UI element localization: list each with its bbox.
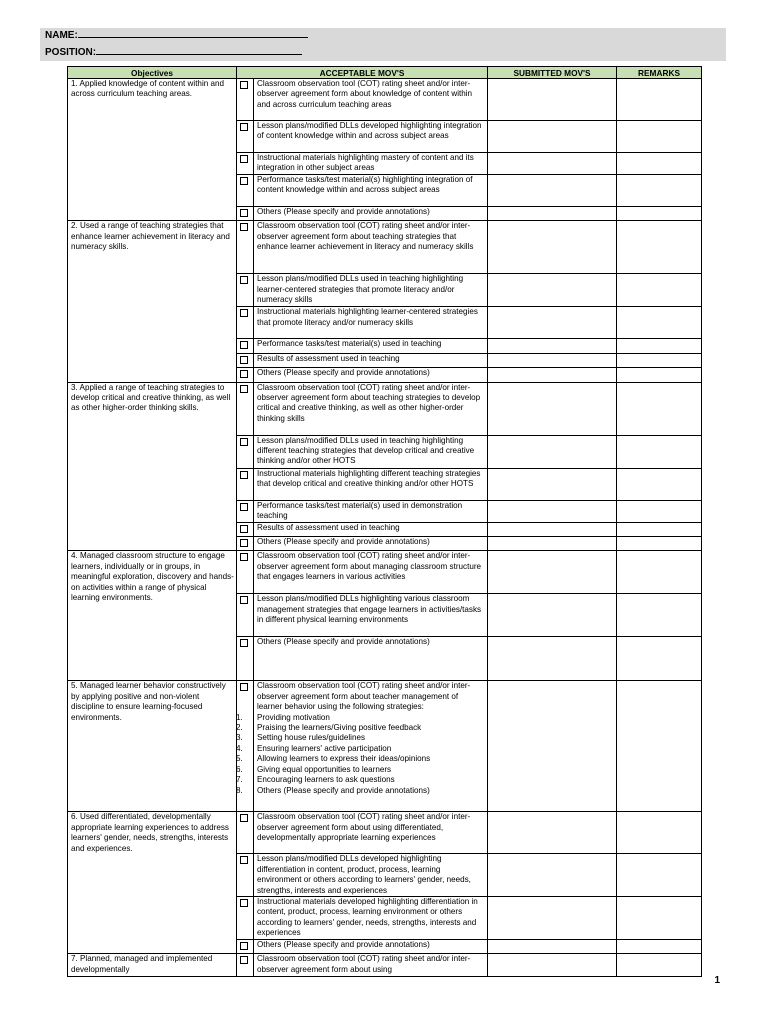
name-blank[interactable] <box>78 29 308 38</box>
submitted-mov-cell[interactable] <box>488 339 617 353</box>
mov-checkbox[interactable] <box>240 856 248 864</box>
mov-text-cell <box>254 940 488 954</box>
mov-checkbox-cell <box>237 221 254 274</box>
strategy-text: Praising the learners/Giving positive feedback <box>257 723 422 733</box>
remarks-cell[interactable] <box>617 940 702 954</box>
mov-text-cell <box>254 175 488 207</box>
mov-text-cell <box>254 353 488 367</box>
page-number: 1 <box>714 975 720 986</box>
mov-checkbox-cell <box>237 897 254 940</box>
remarks-cell[interactable] <box>617 339 702 353</box>
submitted-mov-cell[interactable] <box>488 468 617 500</box>
mov-checkbox[interactable] <box>240 177 248 185</box>
submitted-mov-cell[interactable] <box>488 854 617 897</box>
strategy-number: 3. <box>236 733 243 743</box>
mov-text-cell <box>254 537 488 551</box>
strategy-number: 8. <box>236 785 243 795</box>
submitted-mov-cell[interactable] <box>488 551 617 594</box>
mov-checkbox-cell <box>237 435 254 468</box>
mov-text-cell <box>254 382 488 435</box>
objective-cell: 7. Planned, managed and implemented developmentally <box>68 954 237 977</box>
submitted-mov-cell[interactable] <box>488 594 617 637</box>
submitted-mov-cell[interactable] <box>488 500 617 522</box>
strategy-number: 4. <box>236 743 243 753</box>
mov-text: Others (Please specify and provide annotations) <box>257 207 430 216</box>
strategy-item <box>236 754 485 764</box>
objective-cell: 6. Used differentiated, developmentally appropriate learning experiences to address learners' gender, needs, strengths, interests and experiences. <box>68 812 237 954</box>
objective-cell: 3. Applied a range of teaching strategies to develop critical and creative thinking, as well as other higher-order thinking skills. <box>68 382 237 551</box>
mov-checkbox-cell <box>237 637 254 681</box>
mov-text: Others (Please specify and provide annotations) <box>257 537 430 547</box>
mov-text: Others (Please specify and provide annotations) <box>257 368 430 378</box>
mov-text: Classroom observation tool (COT) rating sheet and/or inter-observer agreement form about teaching strategies that enhance learner achievement in literacy and numeracy skills <box>257 221 474 252</box>
remarks-cell[interactable] <box>617 353 702 367</box>
strategy-item <box>236 764 485 775</box>
mov-checkbox[interactable] <box>240 639 248 647</box>
mov-checkbox[interactable] <box>240 539 248 547</box>
mov-text: Lesson plans/modified DLLs developed highlighting integration of content knowledge within and across subject areas <box>257 121 482 141</box>
mov-text-cell <box>254 79 488 121</box>
mov-text: Classroom observation tool (COT) rating sheet and/or inter-observer agreement form about teaching strategies to develop critical and creative thinking, as well as other higher-order thinking skills <box>257 382 481 423</box>
mov-text: Classroom observation tool (COT) rating sheet and/or inter-observer agreement form about using differentiated, developmentally appropriate learning experiences <box>257 812 471 843</box>
strategy-item <box>236 743 485 754</box>
submitted-mov-cell[interactable] <box>488 522 617 536</box>
remarks-cell[interactable] <box>617 382 702 435</box>
remarks-cell[interactable] <box>617 175 702 207</box>
mov-checkbox-cell <box>237 594 254 637</box>
submitted-mov-cell[interactable] <box>488 897 617 940</box>
mov-checkbox[interactable] <box>240 209 248 217</box>
col-submitted-movs: SUBMITTED MOV'S <box>488 67 617 79</box>
mov-text-cell <box>254 594 488 637</box>
strategy-text: Providing motivation <box>257 712 330 722</box>
remarks-cell[interactable] <box>617 153 702 175</box>
remarks-cell[interactable] <box>617 500 702 522</box>
mov-checkbox-cell <box>237 207 254 221</box>
position-blank[interactable] <box>96 46 302 55</box>
mov-text: Lesson plans/modified DLLs used in teaching highlighting learner-centered strategies that promote literacy and/or numeracy skills <box>257 274 464 305</box>
strategy-number: 6. <box>236 764 243 774</box>
mov-checkbox[interactable] <box>240 596 248 604</box>
submitted-mov-cell[interactable] <box>488 537 617 551</box>
remarks-cell[interactable] <box>617 207 702 221</box>
submitted-mov-cell[interactable] <box>488 307 617 339</box>
col-remarks: REMARKS <box>617 67 702 79</box>
remarks-cell[interactable] <box>617 854 702 897</box>
submitted-mov-cell[interactable] <box>488 221 617 274</box>
mov-checkbox-cell <box>237 551 254 594</box>
remarks-cell[interactable] <box>617 121 702 153</box>
strategy-text: Setting house rules/guidelines <box>257 733 365 743</box>
mov-checkbox-cell <box>237 954 254 977</box>
submitted-mov-cell[interactable] <box>488 207 617 221</box>
mov-text-cell <box>254 500 488 522</box>
mov-checkbox[interactable] <box>240 942 248 950</box>
mov-text-cell <box>254 812 488 854</box>
mov-checkbox[interactable] <box>240 223 248 231</box>
submitted-mov-cell[interactable] <box>488 435 617 468</box>
mov-text-cell <box>254 339 488 353</box>
mov-checkbox-cell <box>237 940 254 954</box>
mov-text: Classroom observation tool (COT) rating sheet and/or inter-observer agreement form about teacher management of learner behavior using the following strategies: <box>257 681 471 712</box>
table-row <box>68 551 702 594</box>
objective-cell: 4. Managed classroom structure to engage learners, individually or in groups, in meaningful exploration, discovery and hands-on activities within a range of physical learning environments. <box>68 551 237 681</box>
remarks-cell[interactable] <box>617 812 702 854</box>
mov-checkbox-cell <box>237 812 254 854</box>
strategy-item <box>236 712 485 723</box>
position-label: POSITION: <box>45 47 97 58</box>
mov-text-cell <box>254 435 488 468</box>
mov-checkbox-cell <box>237 468 254 500</box>
mov-checkbox[interactable] <box>240 81 248 89</box>
mov-text-cell <box>254 854 488 897</box>
remarks-cell[interactable] <box>617 537 702 551</box>
remarks-cell[interactable] <box>617 79 702 121</box>
strategy-item <box>236 775 485 785</box>
mov-text-cell <box>254 307 488 339</box>
strategy-text: Others (Please specify and provide annotations) <box>257 785 430 795</box>
mov-checkbox-cell <box>237 537 254 551</box>
objective-cell: 1. Applied knowledge of content within and across curriculum teaching areas. <box>68 79 237 221</box>
mov-text: Results of assessment used in teaching <box>257 522 400 532</box>
submitted-mov-cell[interactable] <box>488 353 617 367</box>
remarks-cell[interactable] <box>617 637 702 681</box>
submitted-mov-cell[interactable] <box>488 940 617 954</box>
mov-text: Lesson plans/modified DLLs used in teaching highlighting different teaching strategies that develop critical and creative thinking and/or other HOTS <box>257 435 475 466</box>
mov-checkbox[interactable] <box>240 956 248 964</box>
mov-checkbox[interactable] <box>240 123 248 131</box>
submitted-mov-cell[interactable] <box>488 79 617 121</box>
mov-checkbox[interactable] <box>240 503 248 511</box>
strategy-text: Allowing learners to express their ideas/opinions <box>257 754 431 764</box>
mov-checkbox-cell <box>237 854 254 897</box>
table-row <box>68 382 702 435</box>
strategy-item <box>236 723 485 733</box>
remarks-cell[interactable] <box>617 954 702 977</box>
mov-checkbox[interactable] <box>240 814 248 822</box>
mov-checkbox-cell <box>237 307 254 339</box>
mov-text-cell <box>254 551 488 594</box>
remarks-cell[interactable] <box>617 221 702 274</box>
mov-text-cell <box>254 468 488 500</box>
remarks-cell[interactable] <box>617 681 702 812</box>
mov-checkbox-cell <box>237 121 254 153</box>
strategy-item <box>236 785 485 796</box>
table-row <box>68 812 702 854</box>
name-label: NAME: <box>45 30 78 41</box>
submitted-mov-cell[interactable] <box>488 175 617 207</box>
table-row <box>68 79 702 121</box>
mov-text: Results of assessment used in teaching <box>257 353 400 363</box>
mov-checkbox[interactable] <box>240 356 248 364</box>
mov-text: Lesson plans/modified DLLs highlighting various classroom management strategies that engage learners in activities/tasks in different physical learning environments <box>257 594 482 625</box>
objective-cell: 2. Used a range of teaching strategies that enhance learner achievement in literacy and numeracy skills. <box>68 221 237 382</box>
remarks-cell[interactable] <box>617 274 702 307</box>
position-field <box>45 46 302 58</box>
mov-text: Classroom observation tool (COT) rating sheet and/or inter-observer agreement form about using <box>257 954 471 974</box>
mov-checkbox[interactable] <box>240 553 248 561</box>
mov-text: Instructional materials developed highlighting differentiation in content, product, process, learning environment or others according to learners' gender, needs, strengths, interests and experiences <box>257 897 478 938</box>
mov-text-cell <box>254 897 488 940</box>
mov-checkbox[interactable] <box>240 438 248 446</box>
submitted-mov-cell[interactable] <box>488 382 617 435</box>
mov-text-cell <box>254 153 488 175</box>
table-row <box>68 954 702 977</box>
mov-text: Instructional materials highlighting learner-centered strategies that promote literacy and/or numeracy skills <box>257 307 478 327</box>
strategy-text: Encouraging learners to ask questions <box>257 775 395 785</box>
mov-checkbox-cell <box>237 382 254 435</box>
mov-checkbox[interactable] <box>240 471 248 479</box>
mov-text-cell <box>254 522 488 536</box>
mov-checkbox[interactable] <box>240 370 248 378</box>
submitted-mov-cell[interactable] <box>488 121 617 153</box>
strategy-number: 2. <box>236 723 243 733</box>
mov-text-cell <box>254 637 488 681</box>
mov-checkbox[interactable] <box>240 309 248 317</box>
table-header-row <box>68 67 702 79</box>
strategy-text: Ensuring learners' active participation <box>257 743 392 753</box>
mov-checkbox-cell <box>237 353 254 367</box>
submitted-mov-cell[interactable] <box>488 368 617 382</box>
mov-checkbox[interactable] <box>240 525 248 533</box>
mov-text: Performance tasks/test material(s) used in demonstration teaching <box>257 500 463 521</box>
mov-text-cell <box>254 121 488 153</box>
mov-text: Instructional materials highlighting mastery of content and its integration in other subject areas <box>257 153 474 173</box>
strategy-text: Giving equal opportunities to learners <box>257 764 392 774</box>
mov-checkbox[interactable] <box>240 276 248 284</box>
remarks-cell[interactable] <box>617 307 702 339</box>
table-row <box>68 221 702 274</box>
mov-text: Instructional materials highlighting different teaching strategies that develop critical and creative thinking and/or other HOTS <box>257 468 481 489</box>
strategy-list <box>236 712 485 796</box>
mov-text: Lesson plans/modified DLLs developed highlighting differentiation in content, product, process, learning environment or others according to learners' gender, needs, strengths, interests and experiences <box>257 854 471 895</box>
mov-checkbox[interactable] <box>240 683 248 691</box>
submitted-mov-cell[interactable] <box>488 153 617 175</box>
col-acceptable-movs: ACCEPTABLE MOV'S <box>237 67 488 79</box>
submitted-mov-cell[interactable] <box>488 954 617 977</box>
mov-checkbox[interactable] <box>240 385 248 393</box>
mov-checkbox-cell <box>237 500 254 522</box>
movs-table <box>67 66 702 977</box>
mov-text: Performance tasks/test material(s) highlighting integration of content knowledge within and across subject areas <box>257 175 473 195</box>
mov-text-cell <box>254 954 488 977</box>
mov-checkbox-cell <box>237 522 254 536</box>
strategy-number: 7. <box>236 775 243 785</box>
mov-checkbox-cell <box>237 274 254 307</box>
strategy-number: 5. <box>236 754 243 764</box>
submitted-mov-cell[interactable] <box>488 681 617 812</box>
mov-text-cell <box>254 368 488 382</box>
mov-text: Classroom observation tool (COT) rating sheet and/or inter-observer agreement form about managing classroom structure that engages learners in various activities <box>257 551 482 582</box>
objective-cell: 5. Managed learner behavior constructively by applying positive and non-violent discipline to ensure learning-focused environments. <box>68 681 237 812</box>
col-objectives: Objectives <box>68 67 237 79</box>
remarks-cell[interactable] <box>617 435 702 468</box>
mov-checkbox-cell <box>237 175 254 207</box>
remarks-cell[interactable] <box>617 551 702 594</box>
table-row <box>68 681 702 812</box>
submitted-mov-cell[interactable] <box>488 274 617 307</box>
mov-text: Performance tasks/test material(s) used in teaching <box>257 339 442 349</box>
mov-checkbox[interactable] <box>240 155 248 163</box>
mov-text: Classroom observation tool (COT) rating sheet and/or inter-observer agreement form about knowledge of content within and across curriculum teaching areas <box>257 79 473 109</box>
strategy-number: 1. <box>236 712 243 722</box>
mov-text-cell <box>236 681 488 812</box>
submitted-mov-cell[interactable] <box>488 812 617 854</box>
strategy-item <box>236 733 485 743</box>
mov-checkbox-cell <box>237 368 254 382</box>
mov-text-cell <box>254 207 488 221</box>
mov-checkbox-cell <box>237 339 254 353</box>
remarks-cell[interactable] <box>617 522 702 536</box>
mov-text: Others (Please specify and provide annotations) <box>257 940 430 950</box>
mov-checkbox-cell <box>237 153 254 175</box>
mov-text: Others (Please specify and provide annotations) <box>257 637 430 647</box>
remarks-cell[interactable] <box>617 368 702 382</box>
submitted-mov-cell[interactable] <box>488 637 617 681</box>
mov-text-cell <box>254 221 488 274</box>
mov-checkbox[interactable] <box>240 899 248 907</box>
remarks-cell[interactable] <box>617 594 702 637</box>
mov-text-cell <box>254 274 488 307</box>
mov-checkbox-cell <box>237 79 254 121</box>
name-field <box>45 29 308 41</box>
remarks-cell[interactable] <box>617 897 702 940</box>
mov-checkbox[interactable] <box>240 341 248 349</box>
remarks-cell[interactable] <box>617 468 702 500</box>
